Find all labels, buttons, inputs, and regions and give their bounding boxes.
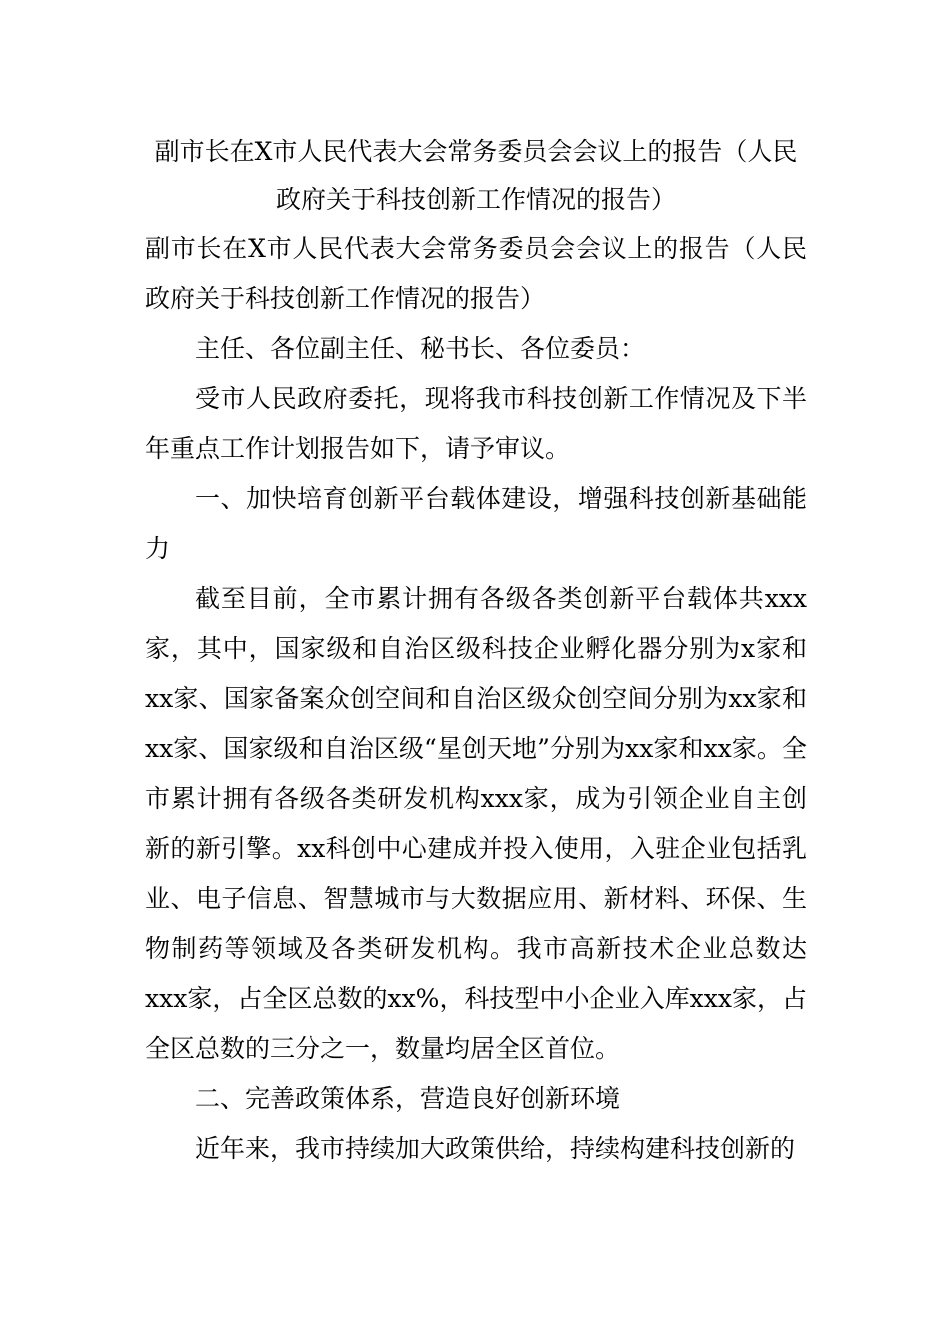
document-body bbox=[145, 224, 807, 1174]
section-heading-2: 二、完善政策体系，营造良好创新环境 bbox=[195, 1084, 621, 1113]
paragraph-salutation: 主任、各位副主任、秘书长、各位委员： bbox=[195, 334, 646, 363]
paragraph-intro: 受市人民政府委托，现将我市科技创新工作情况及下半年重点工作计划报告如下，请予审议。 bbox=[145, 384, 807, 463]
paragraph-section-1: 截至目前，全市累计拥有各级各类创新平台载体共xxx家，其中，国家级和自治区级科技企业孵化器分别为x家和xx家、国家备案众创空间和自治区级众创空间分别为xx家和xx家、国家级和自治区级“星创天地”分别为xx家和xx家。全市累计拥有各级各类研发机构xxx家，成为引领企业自主创新的新引擎。xx科创中心建成并投入使用，入驻企业包括乳业、电子信息、智慧城市与大数据应用、新材料、环保、生物制药等领域及各类研发机构。我市高新技术企业总数达xxx家，占全区总数的xx%，科技型中小企业入库xxx家，占全区总数的三分之一，数量均居全区首位。 bbox=[145, 584, 807, 1063]
paragraph-section-2: 近年来，我市持续加大政策供给，持续构建科技创新的 bbox=[195, 1134, 796, 1163]
paragraph-repeated-title: 副市长在X市人民代表大会常务委员会会议上的报告（人民政府关于科技创新工作情况的报告） bbox=[145, 234, 807, 313]
section-heading-1: 一、加快培育创新平台载体建设，增强科技创新基础能力 bbox=[145, 484, 807, 563]
document-title: 副市长在X市人民代表大会常务委员会会议上的报告（人民政府关于科技创新工作情况的报告） bbox=[154, 137, 798, 214]
